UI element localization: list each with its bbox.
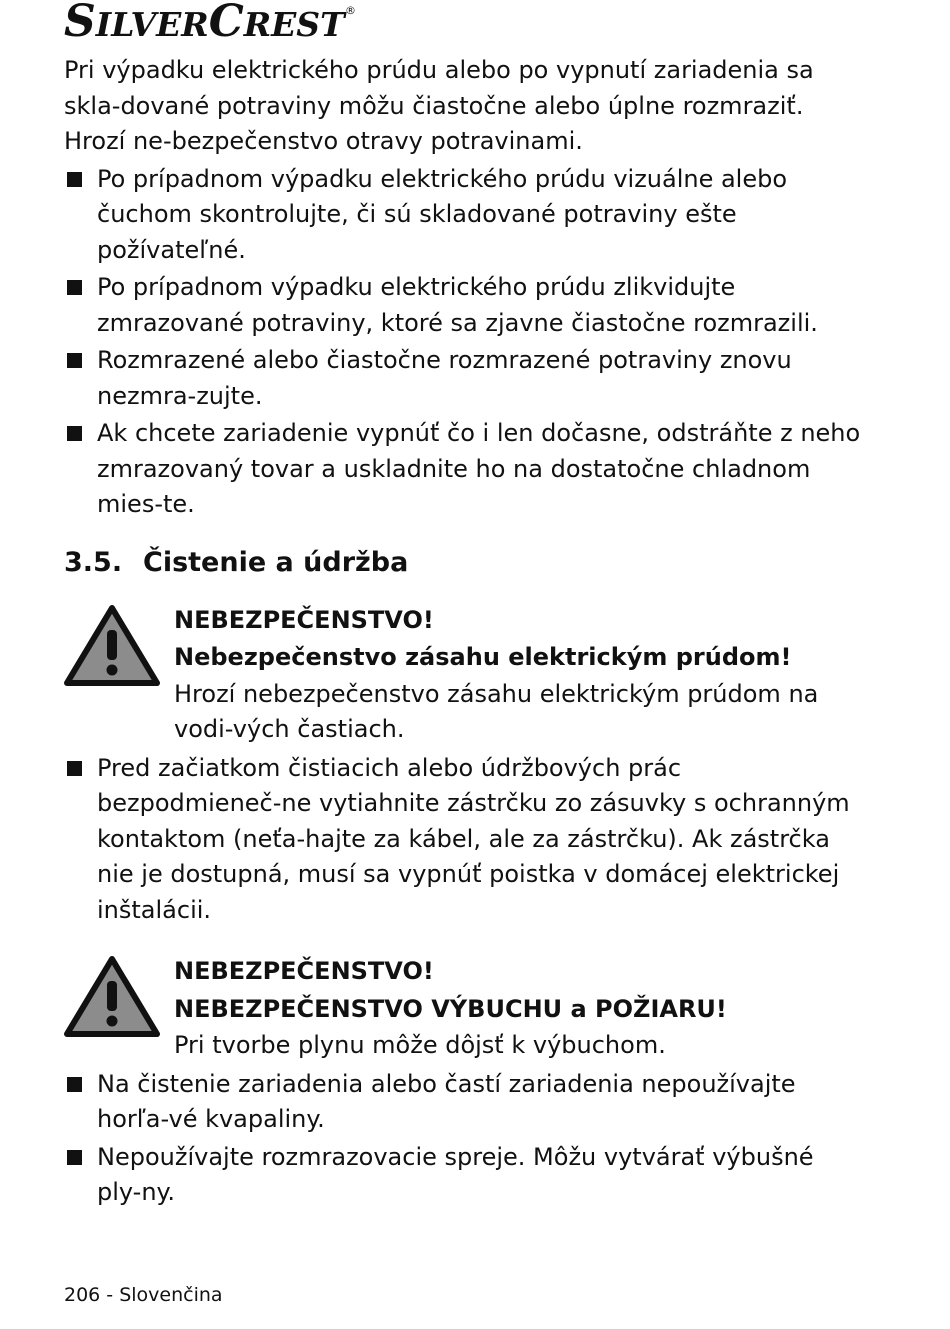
bullet-square-icon xyxy=(67,761,82,776)
intro-bullet-list xyxy=(64,162,864,523)
silvercrest-logo xyxy=(64,0,364,44)
explosion-fire-warning xyxy=(64,953,864,1064)
list-item: Ak chcete zariadenie vypnúť čo i len dočasne, odstráňte z neho zmrazovaný tovar a uskladnite ho na dostatočne chladnom mies-te. xyxy=(64,416,864,523)
bullet-square-icon xyxy=(67,353,82,368)
page-footer: 206 - Slovenčina xyxy=(64,1284,223,1306)
list-item: Na čistenie zariadenia alebo častí zariadenia nepoužívajte horľa-vé kvapaliny. xyxy=(64,1067,864,1138)
electric-shock-warning xyxy=(64,602,864,748)
warning-triangle-icon xyxy=(64,604,160,686)
section-heading xyxy=(64,546,864,580)
warning-text: Hrozí nebezpečenstvo zásahu elektrickým prúdom na vodi-vých častiach. xyxy=(174,679,819,743)
svg-text:®: ® xyxy=(345,4,356,17)
list-item: Rozmrazené alebo čiastočne rozmrazené potraviny znovu nezmra-zujte. xyxy=(64,343,864,414)
section-title: Čistenie a údržba xyxy=(143,546,409,578)
intro-paragraph: Pri výpadku elektrického prúdu alebo po vypnutí zariadenia sa skla-dované potraviny môžu čiastočne alebo úplne rozmraziť. Hrozí ne-bezpečenstvo otravy potravinami. xyxy=(64,56,814,155)
bullet-square-icon xyxy=(67,1150,82,1165)
svg-text:SILVERCREST: SILVERCREST xyxy=(64,0,345,44)
section-number: 3.5. xyxy=(64,546,123,578)
list-item: Pred začiatkom čistiacich alebo údržbových prác bezpodmieneč-ne vytiahnite zástrčku zo zásuvky s ochranným kontaktom (neťa-hajte za kábel, ale za zástrčku). Ak zástrčka nie je dostupná, musí sa vypnúť poistka v domácej elektrickej inštalácii. xyxy=(64,751,864,929)
list-item: Po prípadnom výpadku elektrického prúdu vizuálne alebo čuchom skontrolujte, či sú skladované potraviny ešte požívateľné. xyxy=(64,162,864,269)
warning-title: NEBEZPEČENSTVO VÝBUCHU a POŽIARU! xyxy=(174,994,727,1023)
bullet-square-icon xyxy=(67,172,82,187)
warning-title: Nebezpečenstvo zásahu elektrickým prúdom! xyxy=(174,643,792,671)
page-content xyxy=(64,53,864,1213)
list-item: Nepoužívajte rozmrazovacie spreje. Môžu vytvárať výbušné ply-ny. xyxy=(64,1140,864,1211)
bullet-square-icon xyxy=(67,280,82,295)
explosion-bullet-list xyxy=(64,1067,864,1211)
warning-text: Pri tvorbe plynu môže dôjsť k výbuchom. xyxy=(174,1031,666,1059)
warning-triangle-icon xyxy=(64,955,160,1037)
warning-label: NEBEZPEČENSTVO! xyxy=(174,957,434,985)
bullet-square-icon xyxy=(67,1077,82,1092)
bullet-square-icon xyxy=(67,426,82,441)
electric-bullet-list xyxy=(64,751,864,929)
warning-label: NEBEZPEČENSTVO! xyxy=(174,605,434,634)
list-item: Po prípadnom výpadku elektrického prúdu zlikvidujte zmrazované potraviny, ktoré sa zjavne čiastočne rozmrazili. xyxy=(64,270,864,341)
